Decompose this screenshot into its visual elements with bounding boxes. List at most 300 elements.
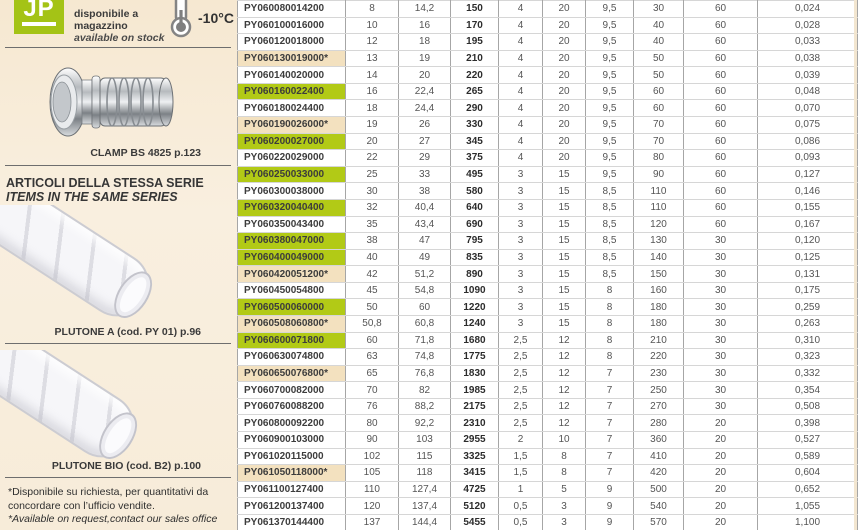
cell-value: 115 [399, 448, 451, 465]
cell-value: 88,2 [399, 398, 451, 415]
cell-product-code: PY061020115000 [238, 448, 346, 465]
cell-value: 9,5 [586, 166, 634, 183]
cell-value: 570 [634, 514, 684, 530]
cell-value: 0,070 [758, 100, 858, 117]
cell-value: 137 [346, 514, 399, 530]
cell-value: 54,8 [399, 282, 451, 299]
cell-value: 3 [499, 249, 543, 266]
cell-value: 50 [634, 50, 684, 67]
plutone-a-caption: PLUTONE A (cod. PY 01) p.96 [54, 326, 201, 338]
cell-value: 15 [543, 299, 586, 316]
cell-value: 18 [346, 100, 399, 117]
cell-value: 540 [634, 498, 684, 515]
cell-value: 3 [499, 166, 543, 183]
cell-value: 38 [399, 183, 451, 200]
cell-value: 137,4 [399, 498, 451, 515]
cell-value: 82 [399, 382, 451, 399]
cell-value: 71,8 [399, 332, 451, 349]
cell-value: 8 [586, 299, 634, 316]
cell-value: 130 [634, 233, 684, 250]
cell-value: 0,398 [758, 415, 858, 432]
cell-value: 12 [346, 34, 399, 51]
cell-product-code: PY060600071800 [238, 332, 346, 349]
table-row [238, 498, 858, 515]
cell-value: 195 [451, 34, 499, 51]
cell-value: 70 [634, 117, 684, 134]
footnote-it: *Disponibile su richiesta, per quantitativi da concordare con l’ufficio vendite. [8, 486, 209, 512]
cell-value: 12 [543, 382, 586, 399]
table-row [238, 100, 858, 117]
cell-value: 1680 [451, 332, 499, 349]
cell-value: 4 [499, 67, 543, 84]
cell-value: 20 [543, 67, 586, 84]
table-row [238, 233, 858, 250]
cell-value: 102 [346, 448, 399, 465]
cell-value: 7 [586, 465, 634, 482]
table-row [238, 332, 858, 349]
cell-value: 0,652 [758, 481, 858, 498]
cell-value: 8 [543, 465, 586, 482]
cell-value: 15 [543, 166, 586, 183]
cell-value: 15 [543, 183, 586, 200]
cell-value: 32 [346, 199, 399, 216]
stock-text-it: disponibile a magazzino [74, 8, 139, 32]
cell-value: 2955 [451, 432, 499, 449]
cell-value: 9,5 [586, 100, 634, 117]
table-row [238, 432, 858, 449]
divider [5, 477, 231, 478]
cell-value: 19 [399, 50, 451, 67]
cell-product-code: PY060650076800* [238, 365, 346, 382]
cell-value: 80 [346, 415, 399, 432]
cell-value: 10 [543, 432, 586, 449]
cell-value: 0,263 [758, 315, 858, 332]
cell-value: 0,033 [758, 34, 858, 51]
cell-value: 0,5 [499, 498, 543, 515]
cell-value: 29 [399, 150, 451, 167]
cell-value: 15 [543, 315, 586, 332]
product-table-body [238, 1, 858, 530]
table-row [238, 481, 858, 498]
table-row [238, 183, 858, 200]
cell-value: 795 [451, 233, 499, 250]
cell-value: 50,8 [346, 315, 399, 332]
cell-value: 410 [634, 448, 684, 465]
cell-product-code: PY060400049000 [238, 249, 346, 266]
cell-value: 20 [543, 133, 586, 150]
cell-value: 2 [499, 432, 543, 449]
series-heading-en: ITEMS IN THE SAME SERIES [6, 190, 178, 204]
hose-image-plutone-bio [0, 350, 237, 460]
cell-value: 76 [346, 398, 399, 415]
cell-value: 92,2 [399, 415, 451, 432]
cell-value: 7 [586, 398, 634, 415]
table-row [238, 398, 858, 415]
cell-value: 43,4 [399, 216, 451, 233]
cell-value: 42 [346, 266, 399, 283]
cell-value: 375 [451, 150, 499, 167]
cell-value: 500 [634, 481, 684, 498]
cell-value: 20 [684, 514, 758, 530]
cell-value: 22 [346, 150, 399, 167]
cell-value: 4 [499, 117, 543, 134]
table-row [238, 249, 858, 266]
cell-product-code: PY061200137400 [238, 498, 346, 515]
cell-value: 9,5 [586, 34, 634, 51]
cell-value: 4 [499, 83, 543, 100]
cell-value: 30 [684, 266, 758, 283]
cell-value: 20 [543, 100, 586, 117]
table-row [238, 349, 858, 366]
cell-value: 1985 [451, 382, 499, 399]
cell-value: 20 [543, 83, 586, 100]
cell-value: 265 [451, 83, 499, 100]
cell-value: 120 [634, 216, 684, 233]
cell-value: 33 [399, 166, 451, 183]
cell-value: 12 [543, 365, 586, 382]
cell-product-code: PY060380047000 [238, 233, 346, 250]
cell-value: 19 [346, 117, 399, 134]
cell-value: 25 [346, 166, 399, 183]
cell-value: 270 [634, 398, 684, 415]
cell-product-code: PY060180024400 [238, 100, 346, 117]
cell-product-code: PY060800092200 [238, 415, 346, 432]
cell-value: 30 [346, 183, 399, 200]
cell-value: 220 [451, 67, 499, 84]
cell-value: 0,075 [758, 117, 858, 134]
cell-value: 27 [399, 133, 451, 150]
cell-product-code: PY060350043400 [238, 216, 346, 233]
cell-value: 0,527 [758, 432, 858, 449]
cell-value: 640 [451, 199, 499, 216]
cell-value: 1 [499, 481, 543, 498]
cell-value: 8 [586, 349, 634, 366]
cell-product-code: PY060630074800 [238, 349, 346, 366]
cell-value: 0,146 [758, 183, 858, 200]
cell-value: 1240 [451, 315, 499, 332]
cell-value: 13 [346, 50, 399, 67]
cell-value: 150 [634, 266, 684, 283]
cell-product-code: PY060130019000* [238, 50, 346, 67]
cell-value: 60 [634, 100, 684, 117]
cell-product-code: PY060420051200* [238, 266, 346, 283]
cell-product-code: PY060140020000 [238, 67, 346, 84]
min-temperature-label: -10°C [198, 10, 234, 26]
cell-value: 0,028 [758, 17, 858, 34]
cell-value: 60 [684, 183, 758, 200]
cell-product-code: PY060300038000 [238, 183, 346, 200]
cell-value: 30 [634, 1, 684, 18]
cell-value: 9,5 [586, 67, 634, 84]
cell-product-code: PY061050118000* [238, 465, 346, 482]
cell-product-code: PY060190026000* [238, 117, 346, 134]
clamp-caption: CLAMP BS 4825 p.123 [90, 147, 201, 159]
cell-value: 8 [586, 332, 634, 349]
cell-value: 24,4 [399, 100, 451, 117]
cell-value: 3415 [451, 465, 499, 482]
cell-product-code: PY060220029000 [238, 150, 346, 167]
cell-value: 0,048 [758, 83, 858, 100]
cell-value: 0,093 [758, 150, 858, 167]
cell-value: 0,604 [758, 465, 858, 482]
table-row [238, 150, 858, 167]
cell-value: 4 [499, 100, 543, 117]
cell-value: 80 [634, 150, 684, 167]
cell-product-code: PY060100016000 [238, 17, 346, 34]
cell-product-code: PY061100127400 [238, 481, 346, 498]
cell-value: 30 [684, 233, 758, 250]
cell-value: 30 [684, 398, 758, 415]
table-row [238, 315, 858, 332]
cell-value: 495 [451, 166, 499, 183]
cell-value: 15 [543, 266, 586, 283]
table-row [238, 365, 858, 382]
cell-value: 20 [346, 133, 399, 150]
cell-value: 20 [399, 67, 451, 84]
cell-value: 20 [543, 117, 586, 134]
cell-value: 60 [684, 1, 758, 18]
cell-value: 22,4 [399, 83, 451, 100]
cell-value: 420 [634, 465, 684, 482]
table-row [238, 199, 858, 216]
cell-value: 76,8 [399, 365, 451, 382]
cell-value: 160 [634, 282, 684, 299]
cell-value: 9,5 [586, 50, 634, 67]
cell-value: 0,125 [758, 249, 858, 266]
cell-value: 4 [499, 1, 543, 18]
cell-value: 230 [634, 365, 684, 382]
cell-value: 280 [634, 415, 684, 432]
cell-value: 835 [451, 249, 499, 266]
cell-value: 12 [543, 415, 586, 432]
cell-value: 3 [543, 514, 586, 530]
cell-value: 8,5 [586, 249, 634, 266]
cell-value: 65 [346, 365, 399, 382]
cell-value: 20 [684, 432, 758, 449]
jp-brand-icon [14, 0, 64, 34]
cell-value: 15 [543, 216, 586, 233]
cell-value: 0,332 [758, 365, 858, 382]
cell-value: 180 [634, 299, 684, 316]
series-heading-it: ARTICOLI DELLA STESSA SERIE [6, 176, 204, 190]
footnote [8, 486, 230, 527]
cell-value: 0,323 [758, 349, 858, 366]
cell-value: 40,4 [399, 199, 451, 216]
cell-value: 8 [586, 315, 634, 332]
cell-value: 51,2 [399, 266, 451, 283]
cell-value: 30 [684, 315, 758, 332]
cell-value: 49 [399, 249, 451, 266]
cell-value: 1220 [451, 299, 499, 316]
table-row [238, 216, 858, 233]
cell-value: 47 [399, 233, 451, 250]
cell-value: 127,4 [399, 481, 451, 498]
table-row [238, 282, 858, 299]
clamp-fitting-image [30, 58, 210, 144]
cell-value: 9,5 [586, 17, 634, 34]
table-row [238, 448, 858, 465]
cell-value: 9,5 [586, 133, 634, 150]
stock-text-en: available on stock [74, 32, 165, 44]
cell-value: 4 [499, 50, 543, 67]
cell-value: 3 [499, 266, 543, 283]
cell-value: 105 [346, 465, 399, 482]
cell-value: 3 [543, 498, 586, 515]
cell-value: 14 [346, 67, 399, 84]
cell-product-code: PY060120018000 [238, 34, 346, 51]
cell-value: 2175 [451, 398, 499, 415]
cell-value: 8 [586, 282, 634, 299]
cell-value: 15 [543, 233, 586, 250]
cell-value: 0,259 [758, 299, 858, 316]
table-row [238, 382, 858, 399]
cell-value: 0,354 [758, 382, 858, 399]
cell-value: 0,589 [758, 448, 858, 465]
cell-value: 0,120 [758, 233, 858, 250]
cell-value: 4 [499, 150, 543, 167]
cell-value: 7 [586, 415, 634, 432]
cell-value: 0,086 [758, 133, 858, 150]
cell-value: 1,100 [758, 514, 858, 530]
cell-value: 60 [684, 50, 758, 67]
table-row [238, 415, 858, 432]
cell-value: 0,024 [758, 1, 858, 18]
cell-value: 2,5 [499, 382, 543, 399]
table-row [238, 50, 858, 67]
cell-value: 103 [399, 432, 451, 449]
cell-value: 26 [399, 117, 451, 134]
cell-value: 60 [684, 17, 758, 34]
cell-value: 9,5 [586, 1, 634, 18]
cell-value: 20 [684, 498, 758, 515]
cell-value: 4725 [451, 481, 499, 498]
cell-value: 0,131 [758, 266, 858, 283]
cell-value: 15 [543, 249, 586, 266]
cell-value: 0,039 [758, 67, 858, 84]
cell-value: 20 [543, 1, 586, 18]
cell-value: 63 [346, 349, 399, 366]
cell-value: 30 [684, 365, 758, 382]
cell-product-code: PY060160022400 [238, 83, 346, 100]
cell-value: 30 [684, 332, 758, 349]
cell-value: 110 [634, 199, 684, 216]
cell-value: 40 [634, 34, 684, 51]
cell-value: 1830 [451, 365, 499, 382]
cell-value: 20 [543, 17, 586, 34]
cell-value: 8 [543, 448, 586, 465]
cell-value: 0,5 [499, 514, 543, 530]
sidebar [0, 0, 237, 530]
cell-value: 1,5 [499, 465, 543, 482]
cell-value: 110 [346, 481, 399, 498]
cell-value: 0,127 [758, 166, 858, 183]
cell-value: 3 [499, 233, 543, 250]
product-table [237, 0, 858, 530]
cell-value: 110 [634, 183, 684, 200]
cell-value: 14,2 [399, 1, 451, 18]
cell-value: 60 [399, 299, 451, 316]
footnote-en: *Available on request,contact our sales office [8, 513, 218, 525]
cell-value: 5455 [451, 514, 499, 530]
divider [5, 165, 231, 166]
cell-value: 0,038 [758, 50, 858, 67]
cell-value: 360 [634, 432, 684, 449]
cell-value: 60 [684, 216, 758, 233]
cell-value: 3 [499, 299, 543, 316]
cell-value: 60 [684, 100, 758, 117]
cell-value: 15 [543, 282, 586, 299]
cell-product-code: PY060760088200 [238, 398, 346, 415]
cell-value: 60 [634, 83, 684, 100]
cell-product-code: PY060450054800 [238, 282, 346, 299]
cell-value: 60,8 [399, 315, 451, 332]
cell-value: 1,055 [758, 498, 858, 515]
cell-value: 60 [684, 83, 758, 100]
cell-value: 180 [634, 315, 684, 332]
cell-value: 16 [346, 83, 399, 100]
cell-value: 20 [684, 448, 758, 465]
cell-value: 3 [499, 199, 543, 216]
cell-value: 8,5 [586, 216, 634, 233]
cell-value: 150 [451, 1, 499, 18]
cell-value: 12 [543, 398, 586, 415]
cell-value: 60 [684, 117, 758, 134]
cell-product-code: PY060200027000 [238, 133, 346, 150]
cell-value: 18 [399, 34, 451, 51]
table-row [238, 117, 858, 134]
cell-value: 9 [586, 498, 634, 515]
cell-value: 20 [684, 465, 758, 482]
cell-value: 16 [399, 17, 451, 34]
cell-value: 7 [586, 432, 634, 449]
cell-value: 580 [451, 183, 499, 200]
cell-value: 60 [684, 166, 758, 183]
cell-value: 330 [451, 117, 499, 134]
divider [5, 47, 231, 48]
cell-value: 8,5 [586, 183, 634, 200]
cell-value: 70 [634, 133, 684, 150]
cell-value: 2,5 [499, 365, 543, 382]
cell-value: 60 [684, 67, 758, 84]
cell-product-code: PY060700082000 [238, 382, 346, 399]
cell-value: 40 [346, 249, 399, 266]
table-row [238, 67, 858, 84]
cell-value: 250 [634, 382, 684, 399]
cell-value: 50 [634, 67, 684, 84]
cell-value: 60 [684, 34, 758, 51]
cell-value: 2,5 [499, 398, 543, 415]
cell-product-code: PY060508060800* [238, 315, 346, 332]
cell-value: 3 [499, 282, 543, 299]
cell-product-code: PY060500060000 [238, 299, 346, 316]
cell-value: 10 [346, 17, 399, 34]
plutone-bio-caption: PLUTONE BIO (cod. B2) p.100 [51, 460, 201, 472]
cell-value: 3 [499, 315, 543, 332]
cell-product-code: PY060320040400 [238, 199, 346, 216]
table-row [238, 34, 858, 51]
cell-value: 170 [451, 17, 499, 34]
cell-value: 20 [543, 50, 586, 67]
page-edge-strip [854, 0, 857, 530]
cell-value: 4 [499, 17, 543, 34]
table-row [238, 83, 858, 100]
cell-value: 144,4 [399, 514, 451, 530]
cell-value: 9,5 [586, 83, 634, 100]
cell-value: 3325 [451, 448, 499, 465]
cell-value: 0,508 [758, 398, 858, 415]
cell-value: 120 [346, 498, 399, 515]
cell-product-code: PY060900103000 [238, 432, 346, 449]
